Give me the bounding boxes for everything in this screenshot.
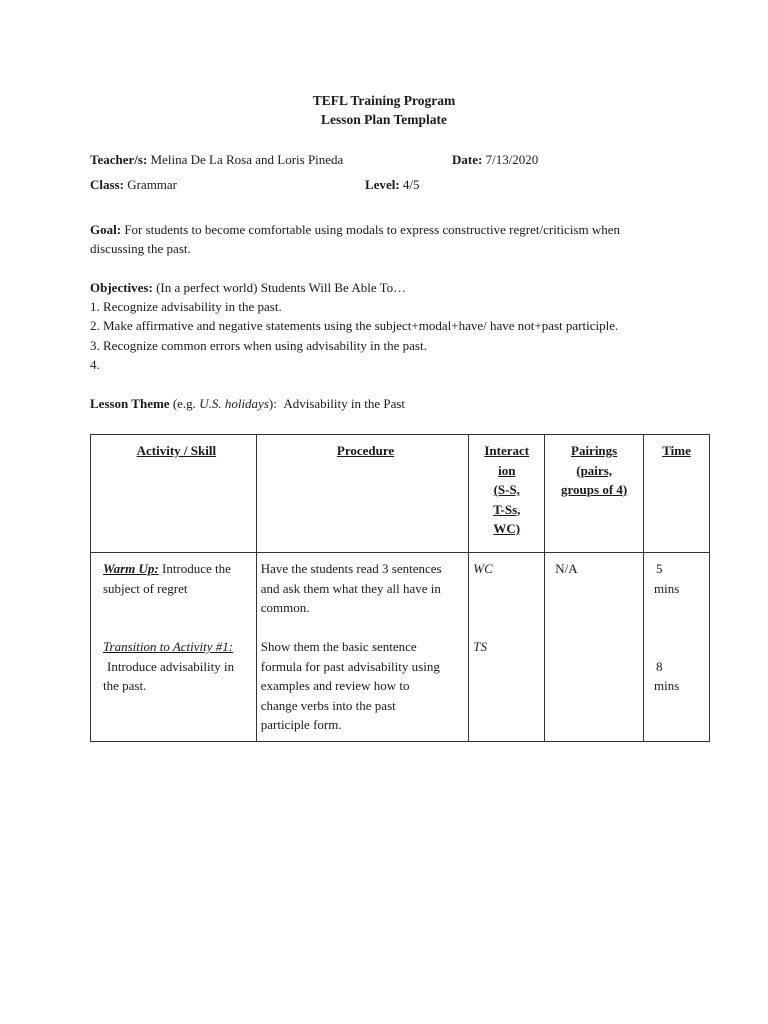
lesson-plan-table [90,434,710,742]
time-cell [644,553,710,742]
procedure-line: formula for past advisability using [260,658,440,674]
goal-text-1: For students to become comfortable using modals to express constructive regret/criticism when [124,222,620,237]
procedure-line: Show them the basic sentence [260,639,417,654]
warm-up-text: subject of regret [103,580,188,596]
pairing-value: N/A [555,561,578,576]
objectives-label: Objectives: [90,280,153,295]
teacher-label: Teacher/s: [90,152,148,167]
level-label: Level: [365,177,400,192]
header-cell [91,435,257,553]
header-interaction-line: (S-S, [493,482,520,497]
interaction-value: WC [473,561,493,576]
header-cell [256,435,469,553]
interaction-cell [469,553,545,742]
time-unit: mins [654,678,680,693]
date-line [452,150,538,169]
header-interaction-line: ion [498,462,516,478]
lesson-theme-value: Advisability in the Past [283,396,406,411]
objectives-intro: (In a perfect world) Students Will Be Able To… [156,280,407,295]
procedure-line: change verbs into the past [260,697,396,713]
lesson-theme-eg-prefix: (e.g. [172,396,196,411]
transition-text: Introduce advisability in [107,658,235,674]
objective-item: 4. [90,357,100,372]
level-line [365,175,420,194]
header-interaction [469,435,544,545]
class-label: Class: [90,177,124,192]
procedure-line: and ask them what they all have in [260,580,441,596]
header-pairings [545,435,643,506]
header-pairings-line: groups of 4) [561,482,628,497]
header-pairings-line: (pairs, [576,462,612,478]
date-label: Date: [452,152,483,167]
warm-up-activity [103,559,252,579]
header-pairings-line: Pairings [571,443,618,458]
date-value: 7/13/2020 [485,152,539,167]
warm-up-text: Introduce the [161,561,231,576]
level-value: 4/5 [402,177,420,192]
objective-item: 1. Recognize advisability in the past. [90,299,282,314]
goal-label: Goal: [90,222,122,237]
procedure-cell [256,553,469,742]
lesson-theme-eg-suffix: ): [268,396,277,411]
header-interaction-line: T-Ss, [493,501,521,517]
header-interaction-line: WC) [493,521,521,536]
goal-line [90,220,620,239]
goal-text-2: discussing the past. [90,241,191,256]
header-activity: Activity / Skill [136,443,217,458]
teacher-line [90,150,343,169]
header-interaction-line: Interact [484,443,530,458]
time-value: 8 [656,658,663,674]
time-unit: mins [654,580,680,596]
lesson-theme-label: Lesson Theme [90,396,170,411]
lesson-theme-eg-example: U.S. holidays [199,396,269,411]
teacher-value: Melina De La Rosa and Loris Pineda [150,152,344,167]
pairings-cell [545,553,644,742]
procedure-line: examples and review how to [260,678,410,693]
table-row [91,553,710,742]
objectives-line [90,278,406,297]
header-cell [644,435,710,553]
header-time: Time [662,443,691,458]
procedure-line: common. [260,600,310,615]
interaction-value: TS [473,639,488,654]
lesson-theme-line [90,394,405,413]
class-line [90,175,177,194]
header-cell [469,435,545,553]
document-subtitle: Lesson Plan Template [320,112,448,127]
transition-text: the past. [103,678,147,693]
class-value: Grammar [127,177,178,192]
time-value: 5 [656,561,663,576]
procedure-line: participle form. [260,717,342,732]
transition-title: Transition to Activity #1: [103,639,234,654]
header-procedure: Procedure [336,443,395,458]
activity-cell [91,553,257,742]
header-cell [545,435,644,553]
document-title: TEFL Training Program [312,93,456,108]
procedure-line: Have the students read 3 sentences [260,561,442,576]
warm-up-title: Warm Up: [103,561,159,576]
objective-item: 3. Recognize common errors when using advisability in the past. [90,338,427,353]
objective-item: 2. Make affirmative and negative statements using the subject+modal+have/ have not+past participle. [90,318,619,333]
table-header-row [91,435,710,553]
